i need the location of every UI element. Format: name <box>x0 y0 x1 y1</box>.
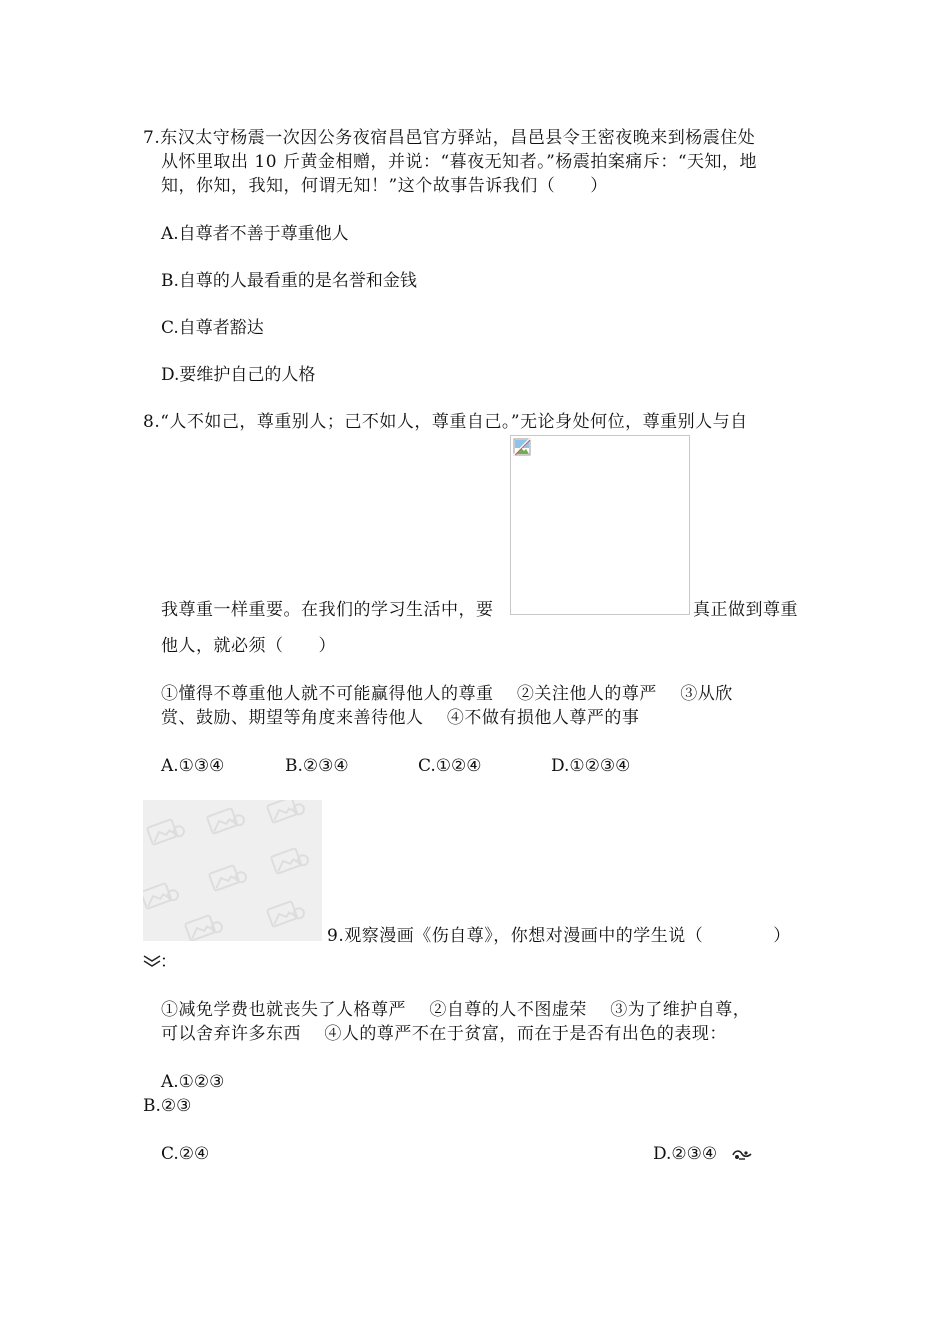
q8-statement-line-1: ①懂得不尊重他人就不可能赢得他人的尊重 ②关注他人的尊严 ③从欣 <box>161 684 733 704</box>
image-placeholder-icon <box>269 845 309 875</box>
q9-option-b: B.②③ <box>143 1096 192 1116</box>
image-placeholder-icon <box>145 816 185 846</box>
q7-option-b: B.自尊的人最看重的是名誉和金钱 <box>161 271 417 291</box>
q9-option-a: A.①②③ <box>161 1072 225 1092</box>
q7-line-2: 从怀里取出 10 斤黄金相赠，并说：“暮夜无知者。”杨震拍案痛斥：“天知，地 <box>161 152 758 172</box>
q8-option-c: C.①②④ <box>418 756 482 776</box>
q8-line-1: 8.“人不如己，尊重别人；己不如人，尊重自己。”无论身处何位，尊重别人与自 <box>143 412 748 432</box>
q7-option-c: C.自尊者豁达 <box>161 318 264 338</box>
q9-line-2: ： <box>160 952 177 972</box>
q9-statement-line-2: 可以舍弃许多东西 ④人的尊严不在于贫富，而在于是否有出色的表现： <box>161 1024 727 1044</box>
broken-image-icon <box>513 438 531 456</box>
q9-statement-line-1: ①减免学费也就丧失了人格尊严 ②自尊的人不图虚荣 ③为了维护自尊， <box>161 1000 751 1020</box>
ink-spot-mark-icon <box>731 1148 753 1162</box>
image-placeholder-icon <box>183 912 223 941</box>
q7-line-3: 知，你知，我知，何谓无知！”这个故事告诉我们（ ） <box>161 176 608 196</box>
cartoon-image-placeholder <box>143 800 322 941</box>
q8-option-a: A.①③④ <box>161 756 225 776</box>
broken-image <box>510 435 690 615</box>
image-placeholder-icon <box>207 862 247 892</box>
q8-option-b: B.②③④ <box>285 756 349 776</box>
q9-option-d: D.②③④ <box>653 1144 718 1164</box>
q8-statement-line-2: 赏、鼓励、期望等角度来善待他人 ④不做有损他人尊严的事 <box>161 708 640 728</box>
image-placeholder-icon <box>205 805 245 835</box>
q8-line-2a: 我尊重一样重要。在我们的学习生活中，要 <box>161 600 494 620</box>
image-placeholder-icon <box>143 880 179 910</box>
q9-line-1: 9.观察漫画《伤自尊》，你想对漫画中的学生说（ ） <box>327 926 791 946</box>
image-placeholder-icon <box>265 800 305 824</box>
image-placeholder-icon <box>265 898 305 928</box>
q8-line-2b: 真正做到尊重 <box>693 600 798 620</box>
q7-option-d: D.要维护自己的人格 <box>161 365 316 385</box>
q8-line-3: 他人，就必须（ ） <box>161 636 336 656</box>
q9-option-c: C.②④ <box>161 1144 210 1164</box>
q7-line-1: 7.东汉太守杨震一次因公务夜宿昌邑官方驿站，昌邑县令王密夜晚来到杨震住处 <box>143 128 756 148</box>
q7-option-a: A.自尊者不善于尊重他人 <box>161 224 349 244</box>
q8-option-d: D.①②③④ <box>551 756 631 776</box>
